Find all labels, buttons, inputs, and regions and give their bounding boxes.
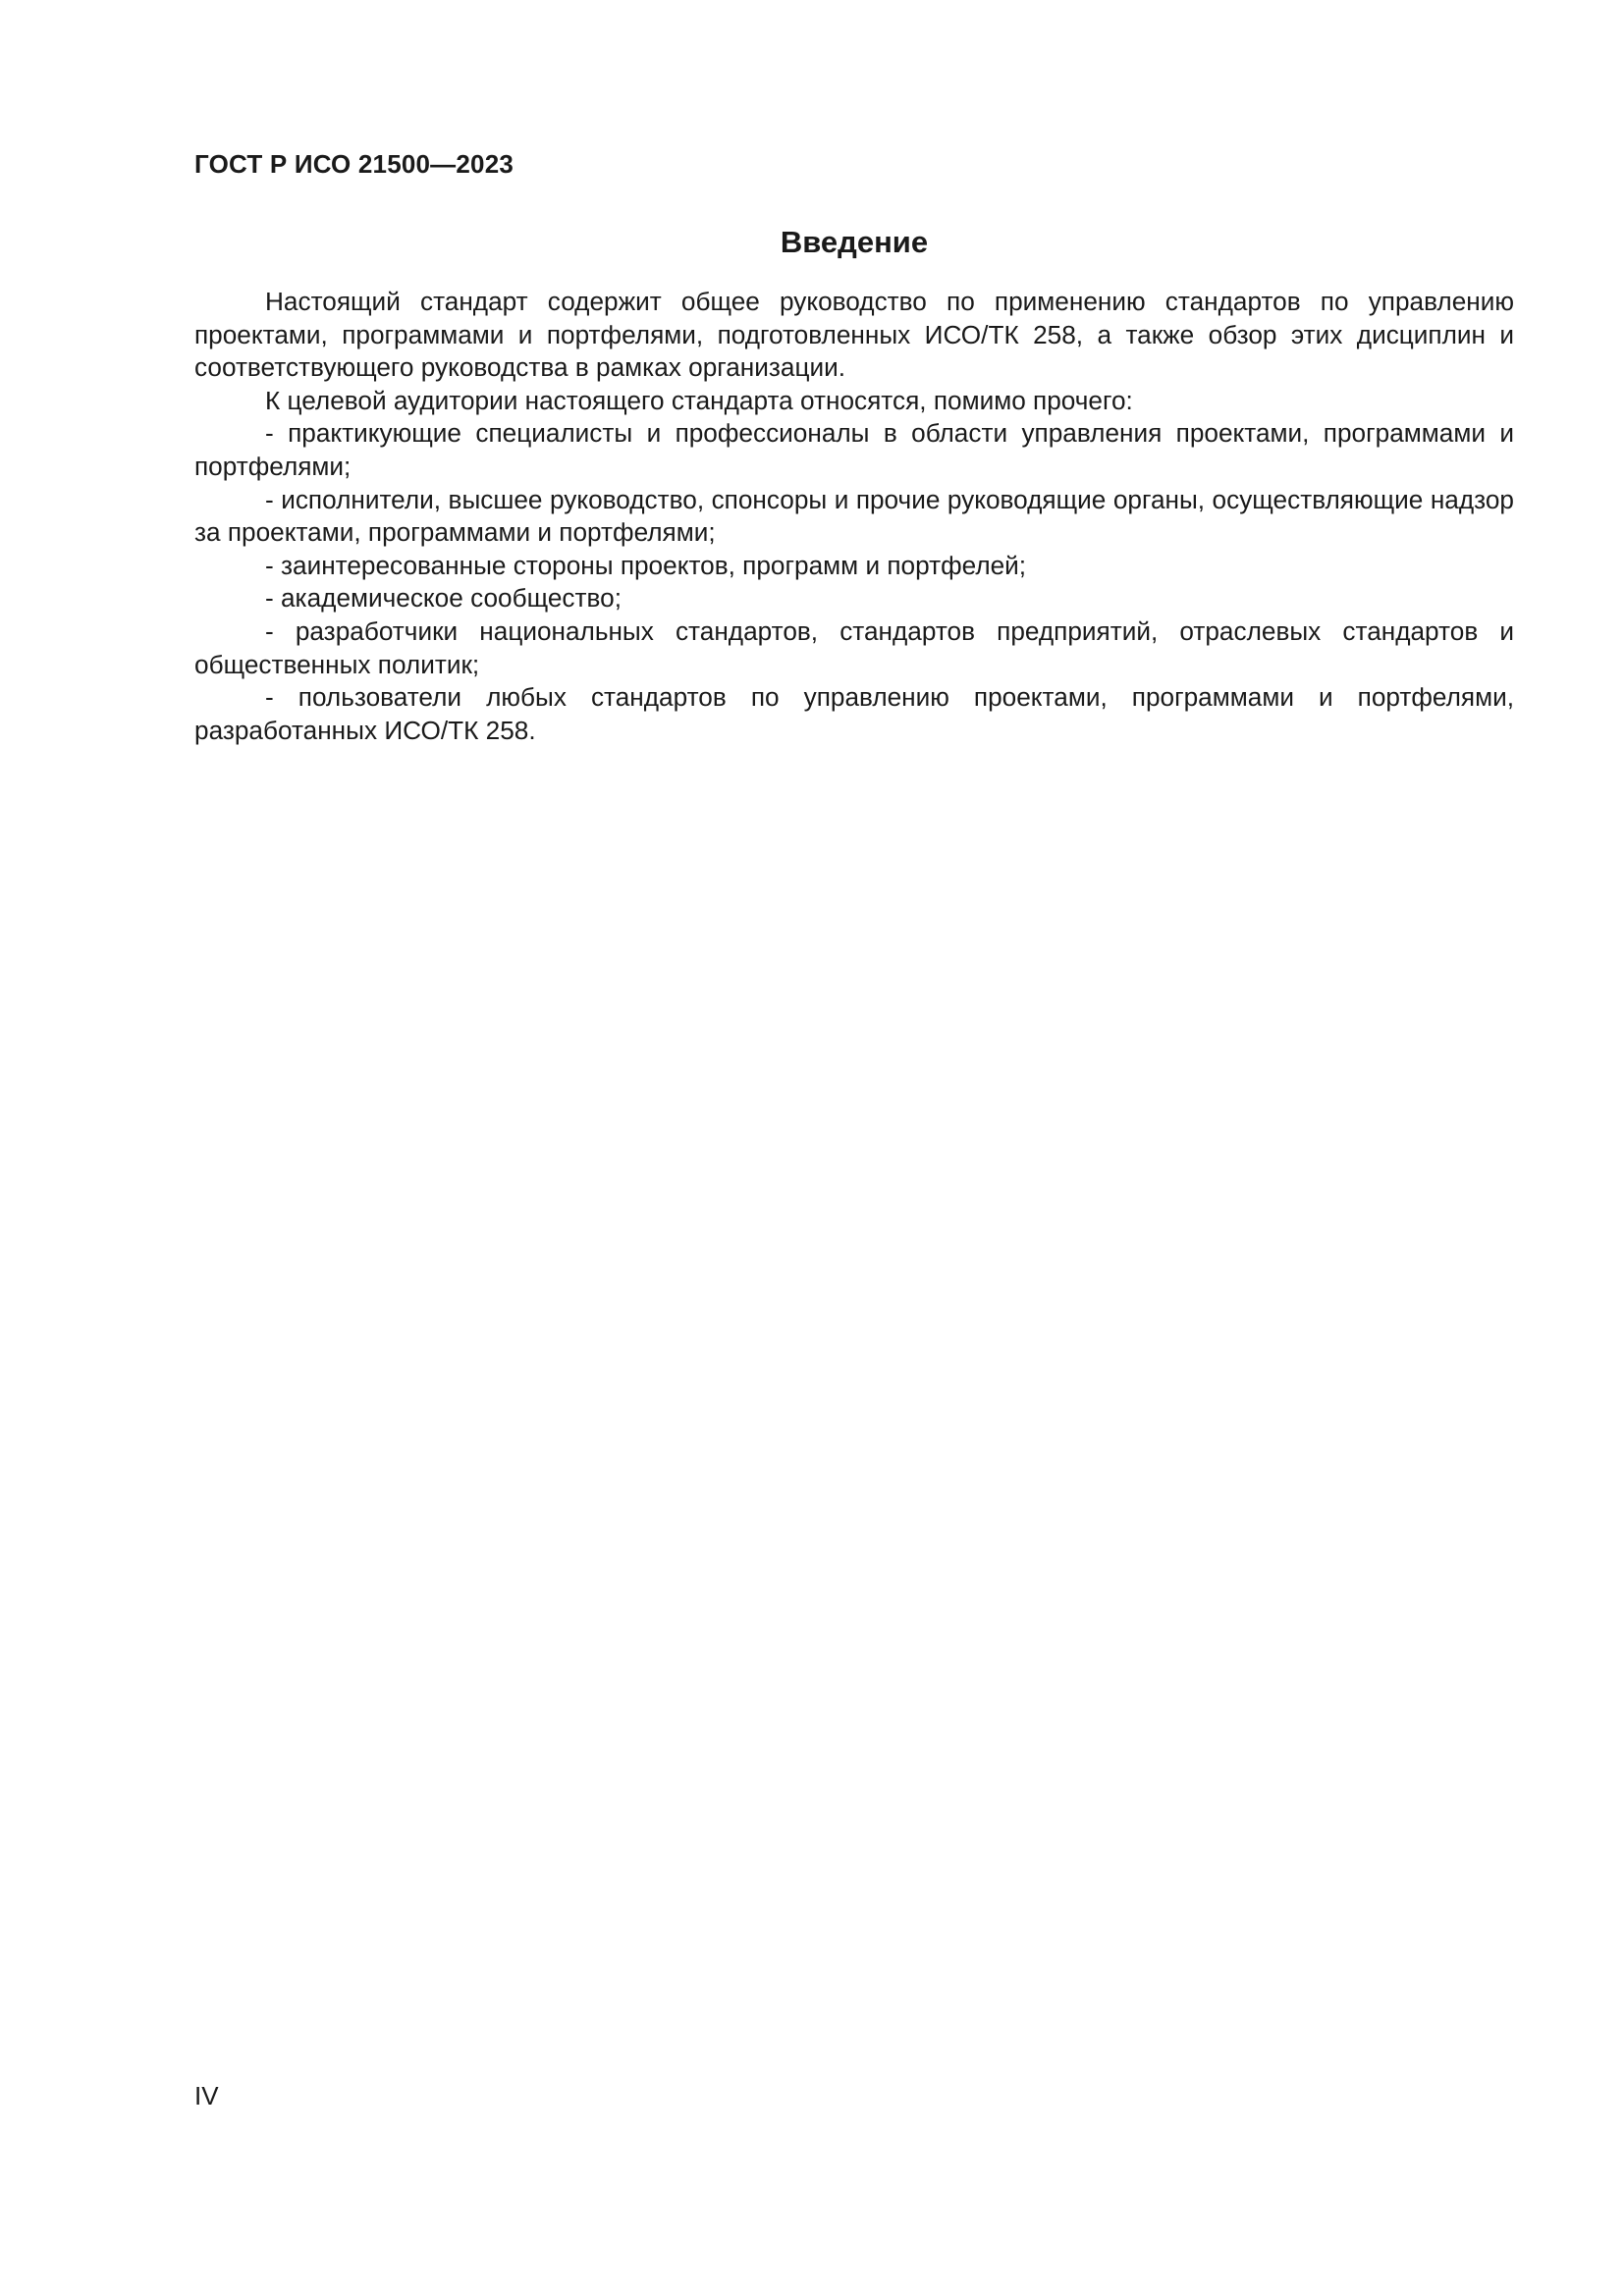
list-item-standard-users: - пользователи любых стандартов по управлению проектами, программами и портфелями, разработанных ИСО/ТК 258. — [194, 682, 1514, 745]
section-title: Введение — [780, 225, 929, 259]
introduction-body — [194, 286, 1514, 747]
list-item-standard-developers: - разработчики национальных стандартов, стандартов предприятий, отраслевых стандартов и общественных политик; — [194, 615, 1514, 679]
list-item-stakeholders: - заинтересованные стороны проектов, программ и портфелей; — [265, 550, 1027, 580]
list-item-executives: - исполнители, высшее руководство, спонсоры и прочие руководящие органы, осуществляющие надзор за проектами, программами и портфелями; — [194, 484, 1514, 548]
page-number: IV — [194, 2081, 219, 2110]
document-code-header: ГОСТ Р ИСО 21500—2023 — [194, 149, 514, 179]
list-item-practitioners: - практикующие специалисты и профессионалы в области управления проектами, программами и портфелями; — [194, 418, 1514, 481]
list-item-academia: - академическое сообщество; — [265, 583, 622, 614]
paragraph-audience-intro: К целевой аудитории настоящего стандарта относятся, помимо прочего: — [265, 385, 1133, 415]
paragraph-scope: Настоящий стандарт содержит общее руководство по применению стандартов по управлению проектами, программами и портфелями, подготовленных ИСО/ТК 258, а также обзор этих дисциплин и соответствующего руководства в рамках организации. — [194, 287, 1514, 383]
